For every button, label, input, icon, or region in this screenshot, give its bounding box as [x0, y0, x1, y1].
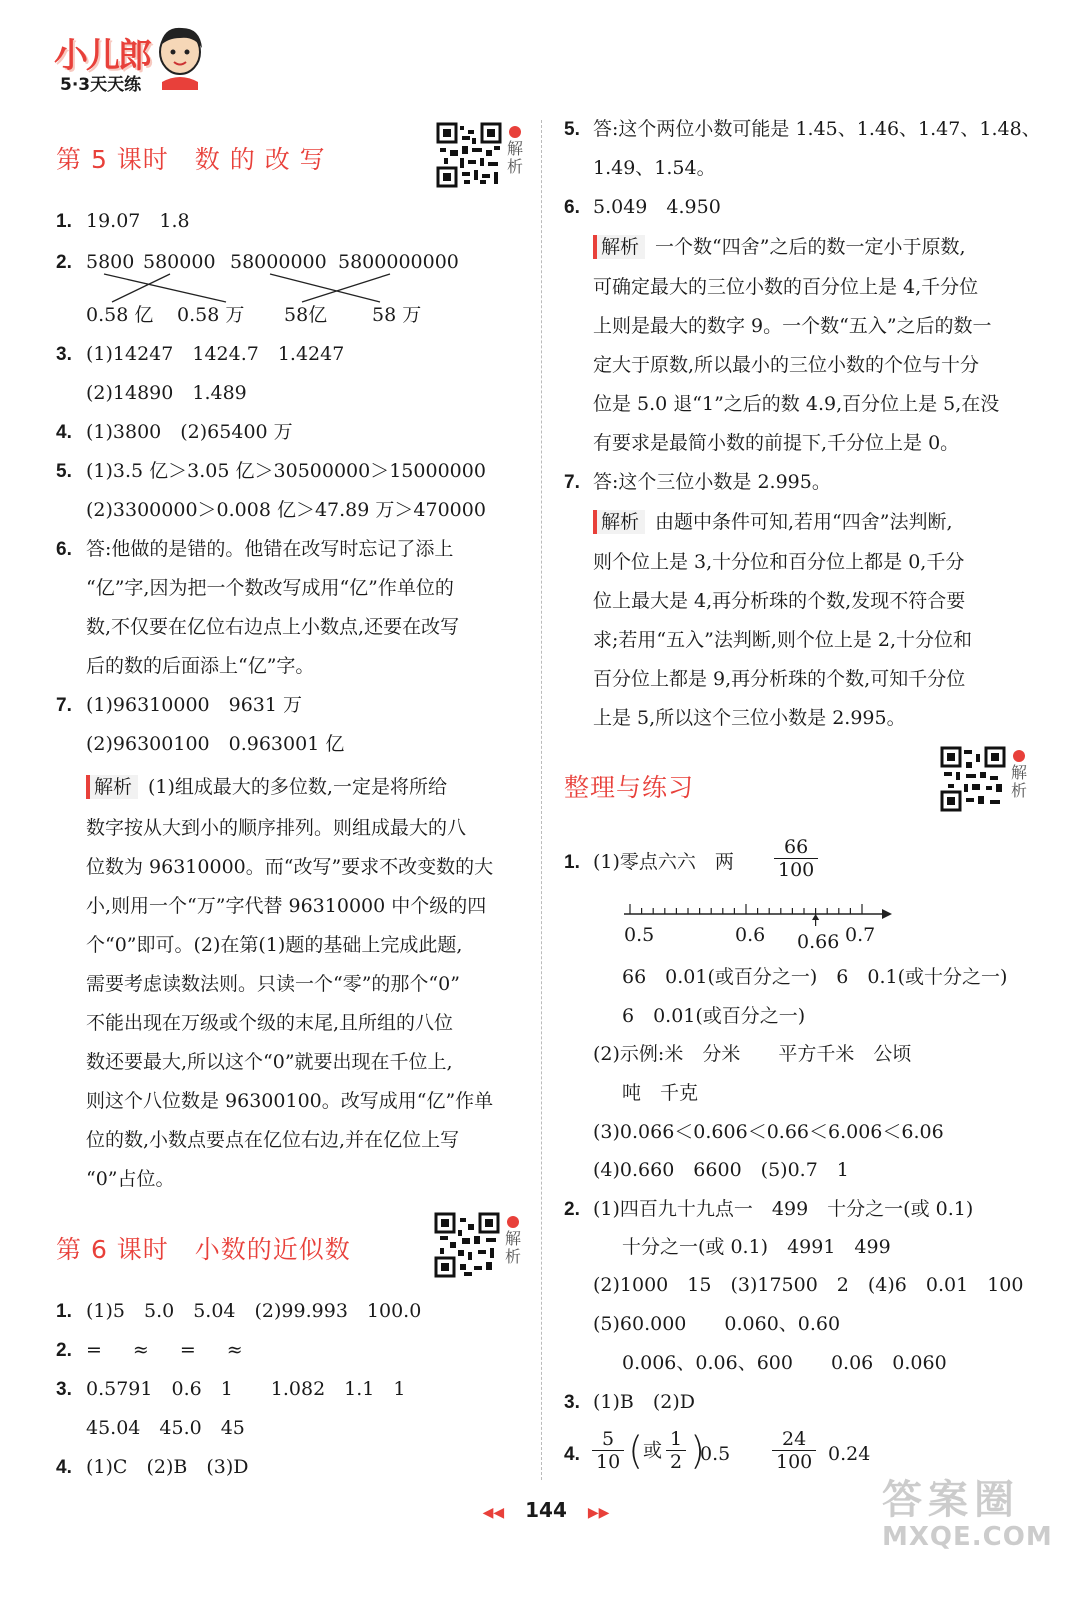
- answer-text: (1)5 5.0 5.04 (2)99.993 100.0: [86, 1300, 422, 1322]
- analysis-line: 上是 5,所以这个三位小数是 2.995。: [593, 707, 906, 729]
- brand-logo: 小儿郎: [54, 36, 150, 76]
- fraction-numerator: 66: [774, 836, 818, 859]
- analysis-line: 求;若用“五入”法判断,则个位上是 2,十分位和: [593, 629, 973, 651]
- paren-open: (: [628, 1428, 644, 1473]
- qr-analysis-label: [1010, 750, 1028, 800]
- answer-text: 19.07 1.8: [86, 210, 190, 232]
- answer-text: (5)60.000 0.060、0.60: [593, 1313, 841, 1335]
- answer-text: 5.049 4.950: [593, 196, 721, 218]
- play-icon: [1013, 750, 1025, 762]
- analysis-tag: 解析: [593, 510, 645, 534]
- analysis-line: 个“0”即可。(2)在第(1)题的基础上完成此题,: [86, 934, 463, 956]
- match-bottom-2: 0.58 万: [177, 304, 245, 326]
- analysis-line: 解析 一个数“四舍”之后的数一定小于原数,: [593, 234, 965, 260]
- watermark: [882, 1478, 1053, 1552]
- item-number: 1.: [564, 852, 580, 873]
- answer-text: 答:这个两位小数可能是 1.45、1.46、1.47、1.48、: [593, 118, 1041, 140]
- answer-text: 6 0.01(或百分之一): [622, 1005, 806, 1027]
- answer-text: (1)14247 1424.7 1.4247: [86, 343, 345, 365]
- answer-text: (4)0.660 6600 (5)0.7 1: [593, 1159, 849, 1181]
- analysis-line: 则个位上是 3,十分位和百分位上都是 0,千分: [593, 551, 965, 573]
- analysis-line: 不能出现在万级或个级的末尾,且所组的八位: [86, 1012, 454, 1034]
- match-top-3: 58000000: [230, 251, 327, 273]
- prev-arrows-icon: ◀◀: [482, 1505, 505, 1521]
- answer-text: (2)3300000＞0.008 亿＞47.89 万＞470000: [86, 499, 486, 521]
- analysis-line: 位数为 96310000。而“改写”要求不改变数的大: [86, 856, 494, 878]
- answer-text: (2)14890 1.489: [86, 382, 247, 404]
- analysis-tag: 解析: [593, 235, 645, 259]
- qr-analysis-label: [506, 126, 524, 176]
- fraction-denominator: 100: [778, 859, 815, 881]
- item-number: 2.: [56, 1340, 72, 1361]
- fraction-denominator: 10: [596, 1451, 621, 1473]
- analysis-line: 需要考虑读数法则。只读一个“零”的那个“0”: [86, 973, 460, 995]
- match-top-1: 5800: [86, 251, 135, 273]
- analysis-line: 解析 由题中条件可知,若用“四舍”法判断,: [593, 509, 953, 535]
- fraction-numerator: 1: [666, 1428, 686, 1451]
- answer-text: (2)96300100 0.963001 亿: [86, 733, 345, 755]
- analysis-line: 数还要最大,所以这个“0”就要出现在千位上,: [86, 1051, 453, 1073]
- answer-text: (1)C (2)B (3)D: [86, 1456, 249, 1478]
- match-bottom-4: 58 万: [372, 304, 422, 326]
- analysis-line: 位是 5.0 退“1”之后的数 4.9,百分位上是 5,在没: [593, 393, 1000, 415]
- item-number: 7.: [564, 472, 580, 493]
- answer-text: (1)3800 (2)65400 万: [86, 421, 293, 443]
- answer-text: 0.5: [700, 1443, 731, 1465]
- answer-text: 十分之一(或 0.1) 4991 499: [622, 1236, 891, 1258]
- section-title-lesson6: 第 6 课时 小数的近似数: [56, 1235, 351, 1264]
- analysis-line: 百分位上都是 9,再分析珠的个数,可知千分位: [593, 668, 966, 690]
- fraction-denominator: 100: [776, 1451, 813, 1473]
- item-number: 6.: [564, 197, 580, 218]
- answer-item: [56, 208, 72, 235]
- match-bottom-3: 58亿: [284, 304, 328, 326]
- item-number: 7.: [56, 695, 72, 716]
- answer-text: (1)3.5 亿＞3.05 亿＞30500000＞15000000: [86, 460, 486, 482]
- analysis-line: 位的数,小数点要点在亿位右边,并在亿位上写: [86, 1129, 460, 1151]
- analysis-line: 可确定最大的三位小数的百分位上是 4,千分位: [593, 276, 979, 298]
- numberline-label: 0.7: [845, 924, 876, 946]
- watermark-en: MXQE.COM: [882, 1522, 1053, 1552]
- qr-code-icon[interactable]: [434, 1212, 500, 1278]
- answer-text: 答:这个三位小数是 2.995。: [593, 471, 831, 493]
- brand-subtitle: 5·3天天练: [60, 75, 142, 95]
- analysis-line: “0”占位。: [86, 1168, 175, 1190]
- match-bottom-1: 0.58 亿: [86, 304, 154, 326]
- item-number: 2.: [564, 1199, 580, 1220]
- analysis-line: 小,则用一个“万”字代替 96310000 中个级的四: [86, 895, 487, 917]
- section-title-lesson5: 第 5 课时 数 的 改 写: [56, 145, 326, 174]
- item-number: 3.: [564, 1392, 580, 1413]
- answer-text: 66 0.01(或百分之一) 6 0.1(或十分之一): [622, 966, 1008, 988]
- page-number: 144: [525, 1498, 567, 1522]
- analysis-line: 上则是最大的数字 9。一个数“五入”之后的数一: [593, 315, 992, 337]
- analysis-tag: 解析: [86, 775, 138, 799]
- answer-text: (1)B (2)D: [593, 1391, 696, 1413]
- answer-text: 吨 千克: [622, 1082, 699, 1104]
- item-number: 4.: [56, 422, 72, 443]
- answer-text: “亿”字,因为把一个数改写成用“亿”作单位的: [86, 577, 454, 599]
- item-number: 3.: [56, 344, 72, 365]
- next-arrows-icon: ▶▶: [587, 1505, 610, 1521]
- item-number: 5.: [56, 461, 72, 482]
- watermark-cn: 答案圈: [882, 1477, 1020, 1523]
- answer-text: 0.24: [828, 1443, 871, 1465]
- answer-text: 0.5791 0.6 1 1.082 1.1 1: [86, 1378, 406, 1400]
- fraction-numerator: 24: [772, 1428, 816, 1451]
- qr-code-icon[interactable]: [436, 122, 502, 188]
- analysis-line: 定大于原数,所以最小的三位小数的个位与十分: [593, 354, 980, 376]
- answer-text: (1)零点六六 两: [593, 851, 734, 873]
- answer-text: (1)四百九十九点一 499 十分之一(或 0.1): [593, 1198, 974, 1220]
- analysis-line: 数字按从大到小的顺序排列。则组成最大的八: [86, 817, 467, 839]
- item-number: 6.: [56, 539, 72, 560]
- answer-text: (3)0.066＜0.606＜0.66＜6.006＜6.06: [593, 1121, 944, 1143]
- analysis-line: 则这个八位数是 96300100。改写成用“亿”作单: [86, 1090, 494, 1112]
- fraction-denominator: 2: [670, 1451, 683, 1473]
- play-icon: [509, 126, 521, 138]
- analysis-line: 位上最大是 4,再分析珠的个数,发现不符合要: [593, 590, 966, 612]
- answer-text: 45.04 45.0 45: [86, 1417, 245, 1439]
- answer-text: 答:他做的是错的。他错在改写时忘记了添上: [86, 538, 454, 560]
- answer-text: 0.006、0.06、600 0.06 0.060: [622, 1352, 947, 1374]
- item-number: 4.: [56, 1457, 72, 1478]
- match-top-4: 5800000000: [338, 251, 459, 273]
- play-icon: [507, 1216, 519, 1228]
- numberline-label: 0.5: [624, 924, 655, 946]
- qr-code-icon[interactable]: [940, 746, 1006, 812]
- section-title-review: 整理与练习: [564, 773, 695, 802]
- answer-text: (2)示例:米 分米 平方千米 公顷: [593, 1043, 912, 1065]
- qr-label-char: 析: [506, 157, 523, 176]
- numberline-label: 0.66: [797, 931, 840, 953]
- qr-label-char: 解: [504, 1229, 521, 1248]
- mascot-boy-icon: [150, 22, 210, 90]
- qr-label-char: 解: [1010, 763, 1027, 782]
- match-top-2: 580000: [143, 251, 216, 273]
- column-divider: [541, 120, 542, 1480]
- qr-label-char: 析: [504, 1247, 521, 1266]
- answer-text: = ≈ = ≈: [86, 1339, 249, 1361]
- item-number: 1.: [56, 211, 72, 232]
- answer-text: 后的数的后面添上“亿”字。: [86, 655, 315, 677]
- paren-close: ): [690, 1428, 705, 1473]
- item-number: 1.: [56, 1301, 72, 1322]
- item-number: 2.: [56, 252, 72, 273]
- analysis-line: 有要求是最简小数的前提下,千分位上是 0。: [593, 432, 960, 454]
- numberline-label: 0.6: [735, 924, 766, 946]
- analysis-line: 解析 (1)组成最大的多位数,一定是将所给: [86, 774, 447, 800]
- answer-text: (1)96310000 9631 万: [86, 694, 303, 716]
- fraction-expression: [588, 1428, 705, 1473]
- qr-label-char: 解: [506, 139, 523, 158]
- item-number: 5.: [564, 119, 580, 140]
- answer-text: 1.49、1.54。: [593, 157, 716, 179]
- item-number: 3.: [56, 1379, 72, 1400]
- fraction-numerator: 5: [592, 1428, 624, 1451]
- answer-text: (2)1000 15 (3)17500 2 (4)6 0.01 100: [593, 1274, 1024, 1296]
- item-number: 4.: [564, 1444, 580, 1465]
- fraction-66-100: [770, 836, 822, 881]
- or-text: 或: [643, 1439, 663, 1462]
- fraction-24-100: [768, 1428, 820, 1473]
- matching-lines: [80, 270, 500, 306]
- qr-analysis-label: [504, 1216, 522, 1266]
- answer-text: 数,不仅要在亿位右边点上小数点,还要在改写: [86, 616, 460, 638]
- qr-label-char: 析: [1010, 781, 1027, 800]
